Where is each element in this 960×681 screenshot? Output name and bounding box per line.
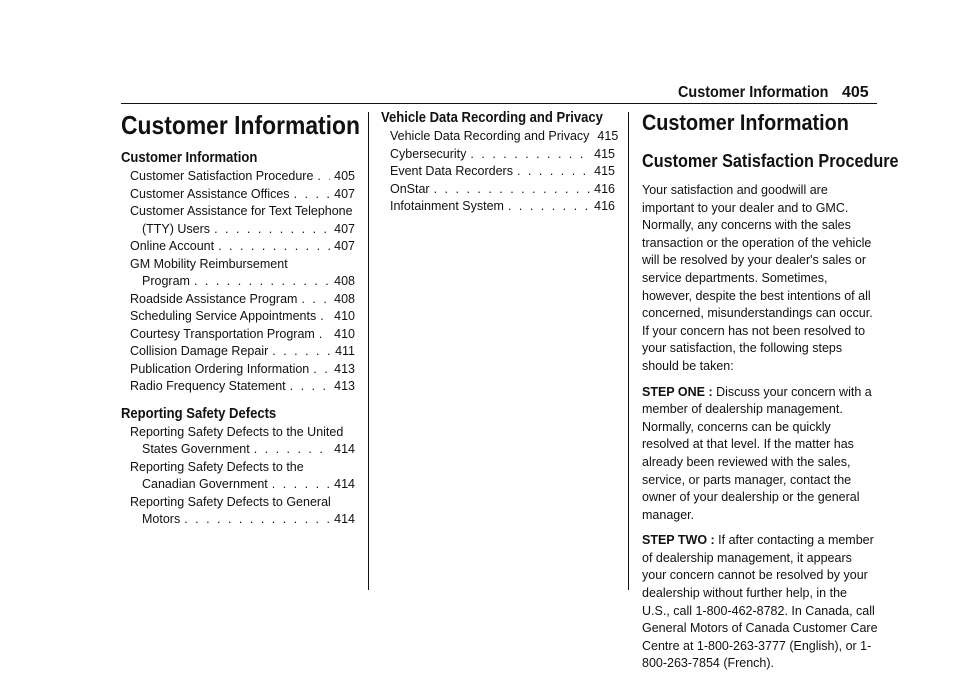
header-rule xyxy=(121,103,877,104)
toc-entry-label: Event Data Recorders xyxy=(390,164,513,178)
toc-entry-label: Customer Assistance Offices xyxy=(130,186,290,201)
toc-entry-label: Courtesy Transportation Program xyxy=(130,326,315,341)
toc-entry[interactable] xyxy=(121,424,355,459)
toc-entry-label: Online Account xyxy=(130,239,215,253)
toc-entry[interactable] xyxy=(121,308,355,326)
toc-sections xyxy=(121,150,355,529)
toc-entry[interactable] xyxy=(121,203,355,238)
toc-entry[interactable] xyxy=(121,494,355,529)
toc-entry-page: 411 xyxy=(335,344,355,358)
toc-leader-dots xyxy=(254,441,330,459)
toc-leader-dots xyxy=(184,511,330,529)
toc-entry-label: States Government xyxy=(142,442,250,456)
toc-leader-dots xyxy=(319,326,330,344)
toc-entry-page: 410 xyxy=(334,309,355,323)
toc-entry[interactable] xyxy=(381,198,615,216)
toc-entry-label: (TTY) Users xyxy=(142,221,211,236)
section-title: Customer Information xyxy=(642,110,849,135)
toc-entry-page: 414 xyxy=(334,477,355,491)
toc-entry[interactable] xyxy=(121,361,355,379)
column-divider-2 xyxy=(628,112,629,590)
step-one-label: STEP ONE : xyxy=(642,384,713,399)
toc-entry[interactable] xyxy=(381,163,615,181)
toc-entry[interactable] xyxy=(381,181,615,199)
toc-column-1 xyxy=(121,110,360,529)
toc-leader-dots xyxy=(317,168,330,186)
page-number: 405 xyxy=(842,84,869,101)
toc-entry[interactable] xyxy=(121,238,355,256)
toc-leader-dots xyxy=(214,221,330,239)
toc-entry-label: Publication Ordering Information xyxy=(130,361,310,376)
toc-section-heading: Vehicle Data Recording and Privacy xyxy=(381,110,603,126)
toc-entry-label: Motors xyxy=(142,512,181,526)
toc-entry-page: 413 xyxy=(334,361,355,376)
toc-entry-label: Reporting Safety Defects to the United xyxy=(130,424,344,439)
running-header-title: Customer Information xyxy=(678,84,829,101)
toc-entry[interactable] xyxy=(121,186,355,204)
toc-entry-page: 414 xyxy=(334,512,355,526)
toc-list xyxy=(381,128,619,216)
toc-leader-dots xyxy=(313,361,330,379)
toc-leader-dots xyxy=(301,291,330,309)
toc-column-2 xyxy=(381,110,619,216)
toc-leader-dots xyxy=(320,308,330,326)
toc-entry-label: Infotainment System xyxy=(390,199,504,213)
toc-entry[interactable] xyxy=(121,326,355,344)
toc-entry[interactable] xyxy=(121,378,355,396)
toc-leader-dots xyxy=(434,181,591,199)
toc-entry-page: 413 xyxy=(334,379,355,393)
toc-entry-label: GM Mobility Reimbursement xyxy=(130,256,288,271)
step-one-paragraph xyxy=(642,384,878,525)
toc-entry[interactable] xyxy=(121,459,355,494)
toc-entry-page: 414 xyxy=(334,442,355,456)
step-two-paragraph xyxy=(642,532,878,673)
intro-paragraph: Your satisfaction and goodwill are important to your dealer and to GMC. Normally, any concerns with the sales transaction or the operation of the vehicle will be resolved by your dealer's sales or service departments. Sometimes, however, despite the best intentions of all concerned, misunderstandings can occur. If your concern has not been resolved to your satisfaction, the following steps should be taken: xyxy=(642,183,873,373)
toc-entry-page: 407 xyxy=(334,186,355,201)
toc-entry[interactable] xyxy=(121,291,355,309)
toc-entry[interactable] xyxy=(381,146,615,164)
toc-leader-dots xyxy=(517,163,590,181)
toc-entry-label: OnStar xyxy=(390,181,430,196)
toc-leader-dots xyxy=(294,186,331,204)
step-one-text: Discuss your concern with a member of dealership management. Normally, concerns can be quickly resolved at that level. If the matter has already been reviewed with the sales, service, or parts manager, contact the owner of your dealership or the general manager. xyxy=(642,384,872,522)
toc-sections xyxy=(381,110,619,216)
toc-entry-label: Radio Frequency Statement xyxy=(130,379,286,393)
toc-entry[interactable] xyxy=(121,343,355,361)
toc-leader-dots xyxy=(272,476,330,494)
toc-leader-dots xyxy=(470,146,590,164)
toc-entry-label: Reporting Safety Defects to General xyxy=(130,494,331,509)
toc-entry[interactable] xyxy=(121,256,355,291)
toc-leader-dots xyxy=(272,343,331,361)
toc-entry-label: Vehicle Data Recording and Privacy xyxy=(390,129,590,143)
toc-entry-page: 408 xyxy=(334,274,355,288)
toc-entry-label: Canadian Government xyxy=(142,477,268,491)
toc-entry-page: 407 xyxy=(334,239,355,253)
step-two-label: STEP TWO : xyxy=(642,533,715,548)
toc-entry-page: 415 xyxy=(594,164,615,178)
toc-entry-label: Customer Assistance for Text Telephone xyxy=(130,204,353,218)
toc-entry-label: Scheduling Service Appointments xyxy=(130,309,317,323)
toc-entry-label: Collision Damage Repair xyxy=(130,344,269,358)
toc-entry[interactable] xyxy=(381,128,619,146)
toc-entry-page: 408 xyxy=(334,291,355,306)
chapter-title: Customer Information xyxy=(121,110,360,140)
toc-entry-page: 407 xyxy=(334,221,355,236)
toc-entry-label: Reporting Safety Defects to the xyxy=(130,459,304,474)
body-column xyxy=(642,110,899,681)
step-two-text: If after contacting a member of dealership management, it appears your concern cannot be resolved by your dealership without further help, in the U.S., call 1-800-462-8782. In Canada, call General Motors of Canada Customer Care Centre at 1-800-263-3777 (English), or 1-800-263-7854 (French). xyxy=(642,533,878,671)
column-divider-1 xyxy=(368,112,369,590)
toc-leader-dots xyxy=(290,378,331,396)
toc-section-heading: Customer Information xyxy=(121,150,258,166)
toc-leader-dots xyxy=(218,238,330,256)
subsection-title: Customer Satisfaction Procedure xyxy=(642,151,899,171)
toc-leader-dots xyxy=(194,273,330,291)
toc-list xyxy=(121,168,355,396)
toc-entry-page: 415 xyxy=(597,129,619,143)
toc-leader-dots xyxy=(508,198,590,216)
toc-entry-page: 416 xyxy=(594,199,615,213)
toc-entry-page: 415 xyxy=(594,146,615,161)
toc-entry[interactable] xyxy=(121,168,355,186)
toc-list xyxy=(121,424,355,529)
toc-entry-label: Roadside Assistance Program xyxy=(130,291,298,306)
toc-entry-page: 416 xyxy=(594,181,615,196)
toc-entry-page: 405 xyxy=(334,169,355,183)
toc-entry-page: 410 xyxy=(334,326,355,341)
toc-section-heading: Reporting Safety Defects xyxy=(121,405,277,422)
toc-entry-label: Cybersecurity xyxy=(390,146,467,161)
toc-entry-label: Program xyxy=(142,274,190,288)
toc-entry-label: Customer Satisfaction Procedure xyxy=(130,169,314,183)
